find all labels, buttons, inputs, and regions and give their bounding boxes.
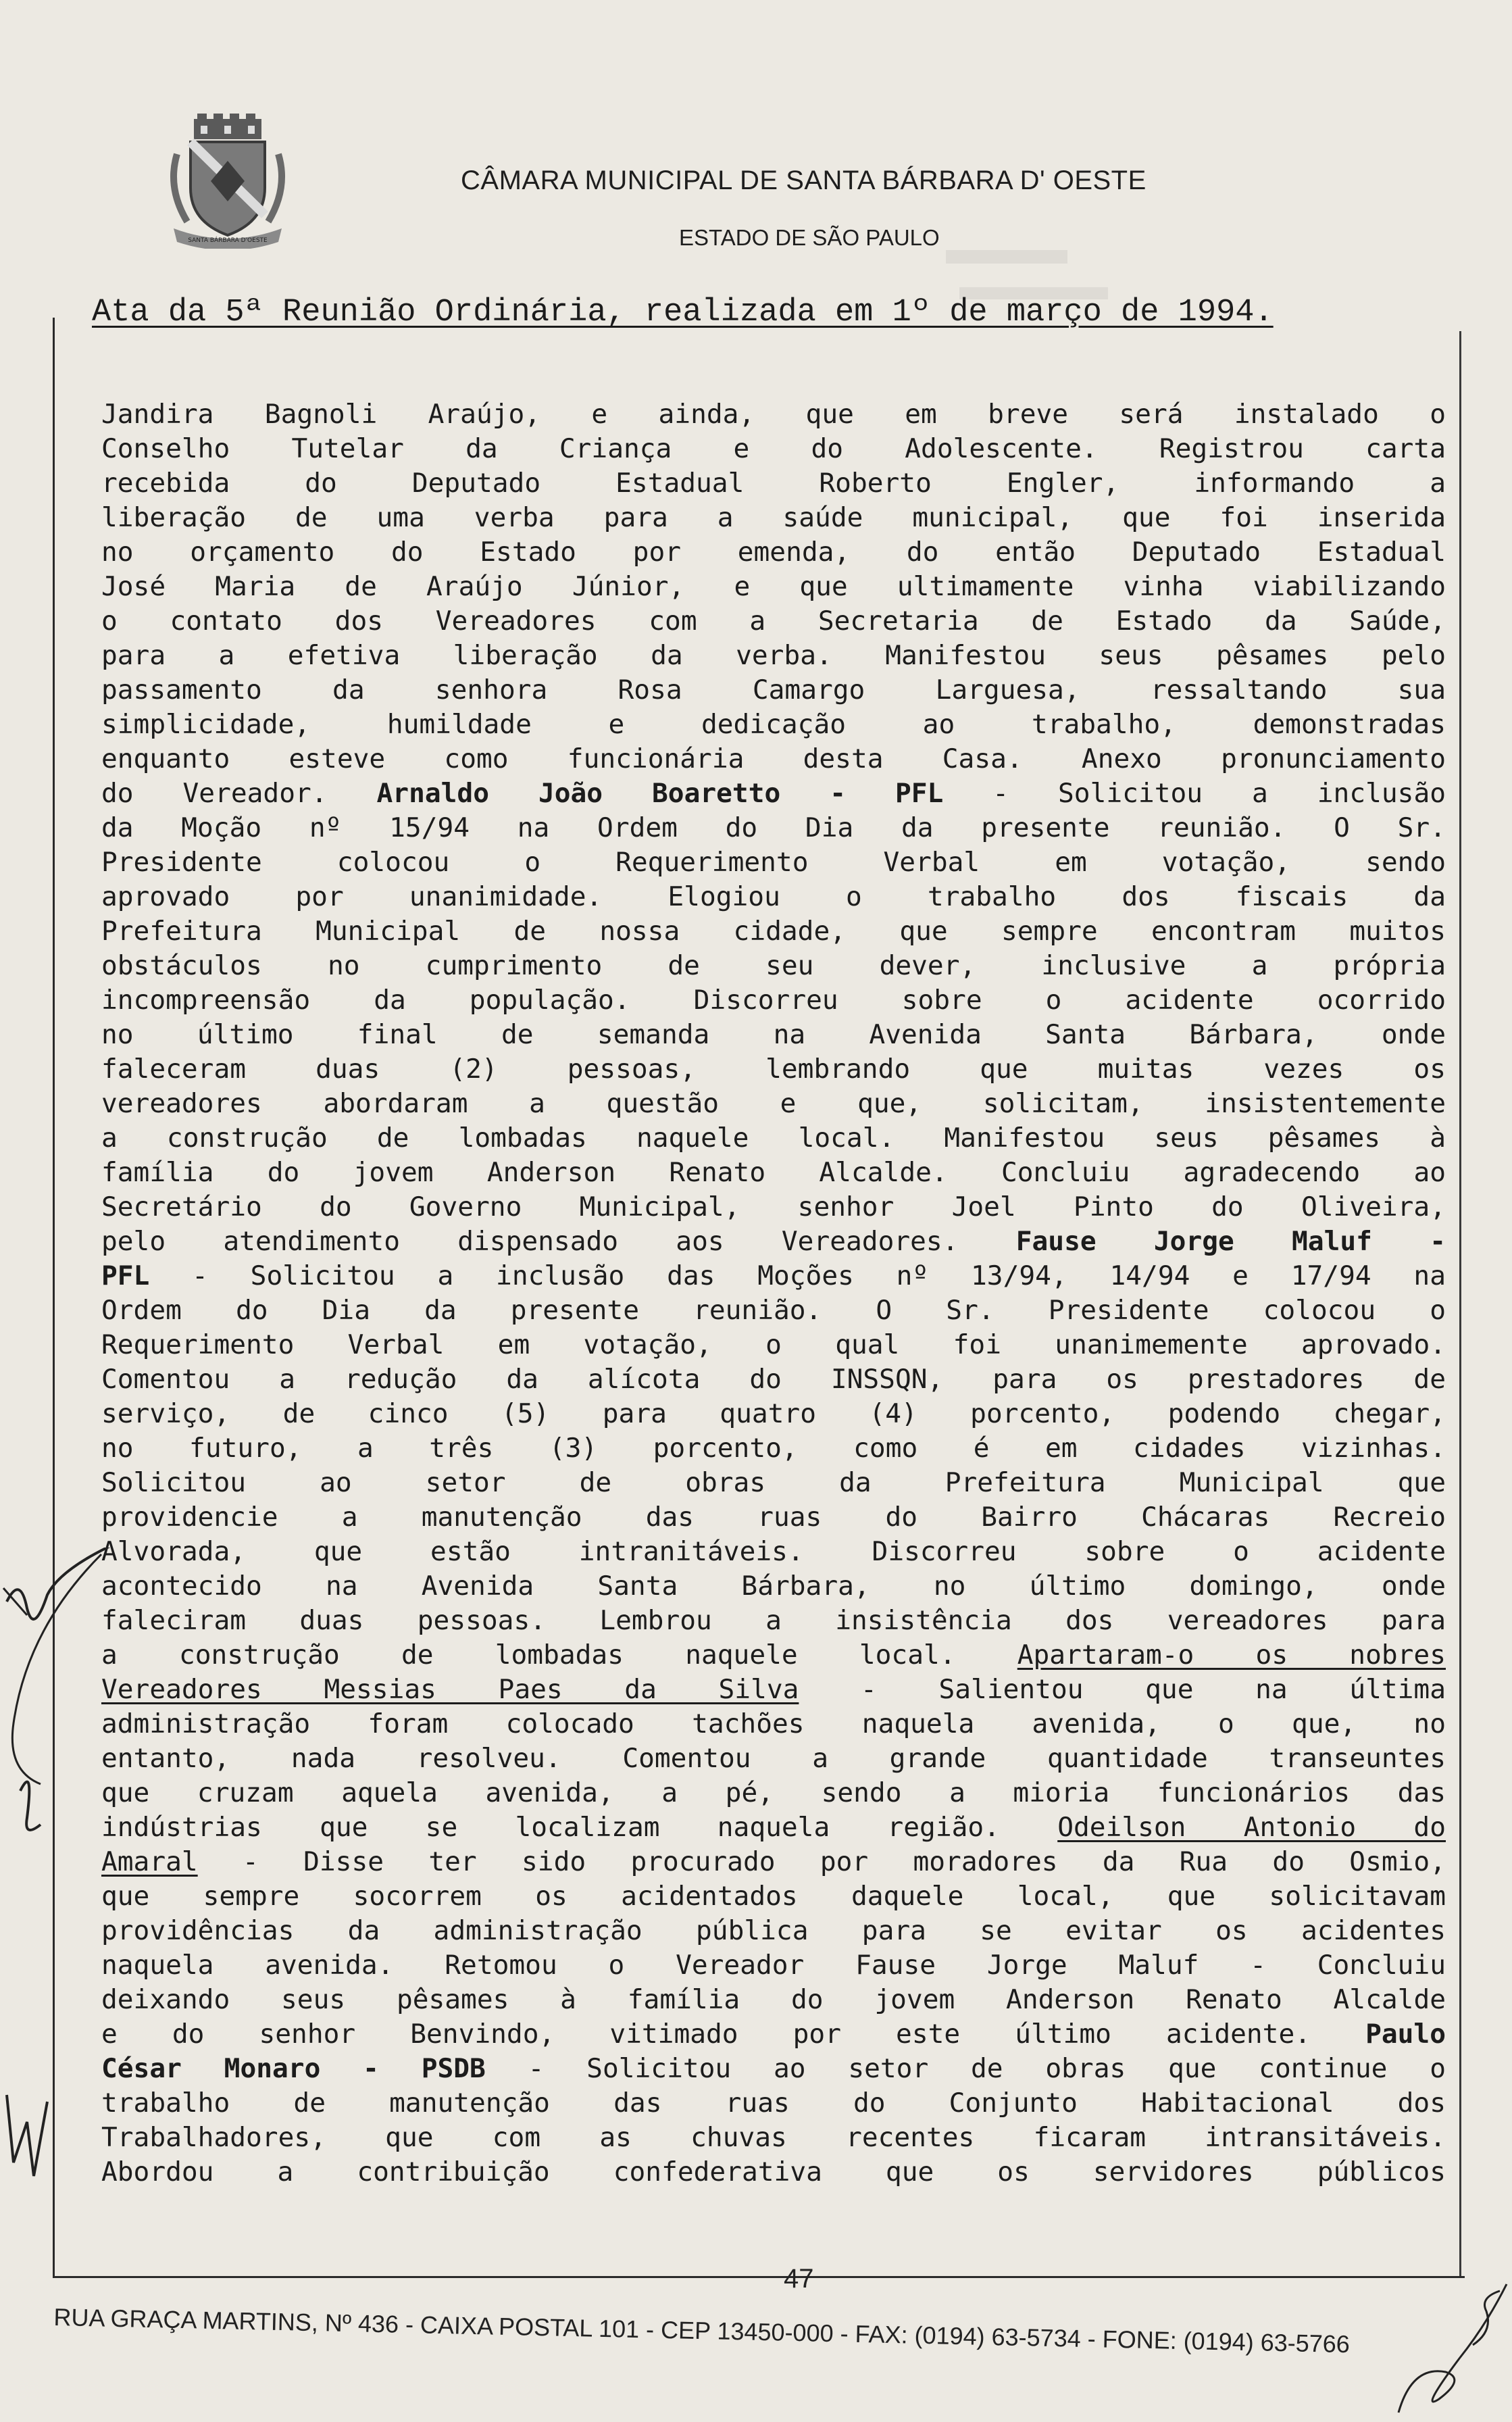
text-line: simplicidade, humildade e dedicação ao trabalho, demonstradas: [101, 709, 1446, 740]
left-margin-rule: [53, 318, 55, 2277]
bleed-through-marks: [946, 223, 1284, 304]
text-line: no último final de semanda na Avenida Santa Bárbara, onde: [101, 1019, 1446, 1050]
text-line: Conselho Tutelar da Criança e do Adolescente. Registrou carta: [101, 433, 1446, 464]
text-line: providências da administração pública para se evitar os acidentes: [101, 1915, 1446, 1946]
text-segment: do Vereador.: [101, 778, 377, 809]
text-line: faleceram duas (2) pessoas, lembrando que muitas vezes os: [101, 1054, 1446, 1085]
text-line: Alvorada, que estão intranitáveis. Discorreu sobre o acidente: [101, 1536, 1446, 1567]
text-segment: - Solicitou a inclusão: [943, 778, 1446, 809]
text-line: acontecido na Avenida Santa Bárbara, no último domingo, onde: [101, 1571, 1446, 1602]
text-line: enquanto esteve como funcionária desta Casa. Anexo pronunciamento: [101, 743, 1446, 774]
text-line: Solicitou ao setor de obras da Prefeitura Municipal que: [101, 1467, 1446, 1498]
page-number: 47: [784, 2264, 814, 2294]
text-line: José Maria de Araújo Júnior, e que ultimamente vinha viabilizando: [101, 571, 1446, 602]
text-line: Prefeitura Municipal de nossa cidade, que sempre encontram muitos: [101, 916, 1446, 947]
text-line: [101, 1225, 1446, 1259]
text-line: que sempre socorrem os acidentados daquele local, que solicitavam: [101, 1881, 1446, 1912]
text-line: incompreensão da população. Discorreu sobre o acidente ocorrido: [101, 985, 1446, 1016]
text-line: entanto, nada resolveu. Comentou a grande quantidade transeuntes: [101, 1743, 1446, 1774]
text-line: [101, 776, 1446, 811]
minutes-body: [101, 397, 1446, 2190]
text-line: Presidente colocou o Requerimento Verbal em votação, sendo: [101, 847, 1446, 878]
text-segment: indústrias que se localizam naquela região.: [101, 1812, 1058, 1843]
speaker-name: César Monaro - PSDB: [101, 2053, 486, 2084]
margin-initials-icon: [0, 2081, 54, 2217]
text-line: liberação de uma verba para a saúde municipal, que foi inserida: [101, 502, 1446, 533]
text-line: Comentou a redução da alícota do INSSQN, para os prestadores de: [101, 1364, 1446, 1395]
text-line: serviço, de cinco (5) para quatro (4) porcento, podendo chegar,: [101, 1398, 1446, 1429]
minutes-title: Ata da 5ª Reunião Ordinária, realizada em 1º de março de 1994.: [92, 295, 1274, 330]
text-line: [101, 1845, 1446, 1879]
speaker-name: Paulo: [1365, 2019, 1446, 2050]
text-line: recebida do Deputado Estadual Roberto Engler, informando a: [101, 468, 1446, 499]
text-line: passamento da senhora Rosa Camargo Larguesa, ressaltando sua: [101, 674, 1446, 706]
text-line: no orçamento do Estado por emenda, do então Deputado Estadual: [101, 537, 1446, 568]
institution-name: CÂMARA MUNICIPAL DE SANTA BÁRBARA D' OESTE: [461, 166, 1146, 195]
speaker-name: Odeilson Antonio do: [1057, 1812, 1446, 1843]
text-line: da Moção nº 15/94 na Ordem do Dia da presente reunião. O Sr.: [101, 812, 1446, 843]
text-line: Requerimento Verbal em votação, o qual foi unanimemente aprovado.: [101, 1329, 1446, 1360]
text-line: Trabalhadores, que com as chuvas recentes ficaram intransitáveis.: [101, 2122, 1446, 2153]
text-segment: e do senhor Benvindo, vitimado por este último acidente.: [101, 2019, 1366, 2050]
text-segment: a construção de lombadas naquele local.: [101, 1639, 1017, 1671]
text-line: vereadores abordaram a questão e que, solicitam, insistentemente: [101, 1088, 1446, 1119]
text-line: [101, 1638, 1446, 1673]
text-line: Secretário do Governo Municipal, senhor Joel Pinto do Oliveira,: [101, 1191, 1446, 1222]
text-segment: - Solicitou ao setor de obras que continue o: [485, 2053, 1446, 2084]
crest-ribbon-text: SANTA BÁRBARA D'OESTE: [188, 237, 268, 244]
text-line: naquela avenida. Retomou o Vereador Fause Jorge Maluf - Concluiu: [101, 1950, 1446, 1981]
text-line: aprovado por unanimidade. Elogiou o trabalho dos fiscais da: [101, 881, 1446, 912]
text-line: faleciram duas pessoas. Lembrou a insistência dos vereadores para: [101, 1605, 1446, 1636]
underlined-phrase: Apartaram-o os nobres: [1017, 1639, 1446, 1671]
text-line: família do jovem Anderson Renato Alcalde. Concluiu agradecendo ao: [101, 1157, 1446, 1188]
bottom-rule: [53, 2276, 1465, 2278]
text-line: deixando seus pêsames à família do jovem Anderson Renato Alcalde: [101, 1984, 1446, 2015]
footer-address: RUA GRAÇA MARTINS, Nº 436 - CAIXA POSTAL 101 - CEP 13450-000 - FAX: (0194) 63-5734 - FONE: (0194) 63-5766: [53, 2303, 1351, 2358]
text-line: providencie a manutenção das ruas do Bairro Chácaras Recreio: [101, 1502, 1446, 1533]
speaker-name: Arnaldo João Boaretto - PFL: [376, 778, 944, 809]
right-margin-rule: [1459, 331, 1461, 2277]
text-segment: - Salientou que na última: [799, 1674, 1446, 1705]
text-line: [101, 1810, 1446, 1845]
text-line: Jandira Bagnoli Araújo, e ainda, que em breve será instalado o: [101, 399, 1446, 430]
state-name: ESTADO DE SÃO PAULO: [679, 225, 940, 250]
corner-signature-icon: [1385, 2264, 1512, 2422]
text-line: a construção de lombadas naquele local. Manifestou seus pêsames à: [101, 1122, 1446, 1154]
text-line: [101, 2017, 1446, 2052]
speaker-party: PFL: [101, 1260, 150, 1291]
text-line: para a efetiva liberação da verba. Manifestou seus pêsames pelo: [101, 640, 1446, 671]
text-line: [101, 1259, 1446, 1293]
text-line: no futuro, a três (3) porcento, como é em cidades vizinhas.: [101, 1433, 1446, 1464]
text-line: obstáculos no cumprimento de seu dever, inclusive a própria: [101, 950, 1446, 981]
municipal-coat-of-arms-icon: [163, 114, 292, 249]
speaker-name: Vereadores Messias Paes da Silva: [101, 1674, 799, 1705]
text-line: o contato dos Vereadores com a Secretaria de Estado da Saúde,: [101, 606, 1446, 637]
text-line: Ordem do Dia da presente reunião. O Sr. Presidente colocou o: [101, 1295, 1446, 1326]
text-line: que cruzam aquela avenida, a pé, sendo a mioria funcionários das: [101, 1777, 1446, 1808]
text-segment: pelo atendimento dispensado aos Vereadores.: [101, 1226, 1016, 1257]
text-segment: - Solicitou a inclusão das Moções nº 13/94, 14/94 e 17/94 na: [149, 1260, 1446, 1291]
text-line: trabalho de manutenção das ruas do Conjunto Habitacional dos: [101, 2087, 1446, 2119]
text-segment: - Disse ter sido procurado por moradores da Rua do Osmio,: [197, 1846, 1446, 1877]
text-line: [101, 1673, 1446, 1707]
speaker-name: Fause Jorge Maluf -: [1015, 1226, 1446, 1257]
text-line: Abordou a contribuição confederativa que os servidores públicos: [101, 2156, 1446, 2188]
text-line: [101, 2052, 1446, 2086]
text-line: administração foram colocado tachões naquela avenida, o que, no: [101, 1708, 1446, 1739]
speaker-name: Amaral: [101, 1846, 198, 1877]
